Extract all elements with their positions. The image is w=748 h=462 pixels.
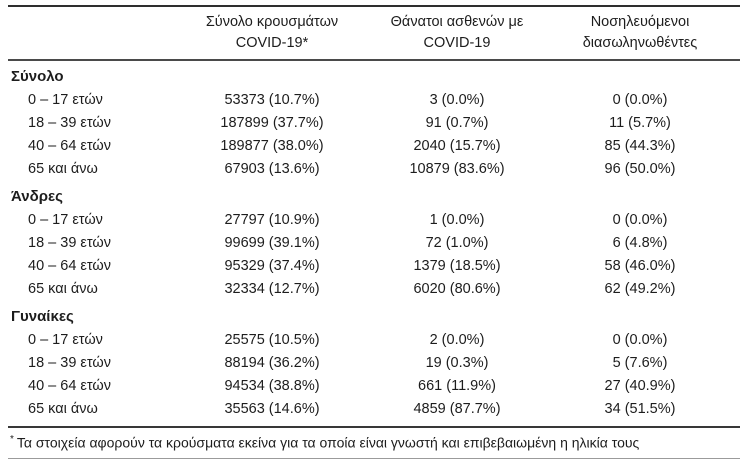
deaths-cell: 1379 (18.5%) — [413, 257, 501, 274]
footnote — [0, 428, 748, 451]
header-intubated-line2: διασωληνωθέντες — [582, 35, 698, 51]
row-label: 18 – 39 ετών — [28, 354, 111, 371]
section-label: Άνδρες — [11, 188, 63, 205]
deaths-cell: 6020 (80.6%) — [413, 280, 501, 297]
intubated-cell: 6 (4.8%) — [612, 234, 668, 251]
deaths-cell: 1 (0.0%) — [429, 211, 485, 228]
cases-cell: 99699 (39.1%) — [224, 234, 320, 251]
header-deaths — [374, 12, 540, 54]
intubated-cell: 0 (0.0%) — [612, 211, 668, 228]
bottom-rule — [8, 458, 740, 459]
row-label: 40 – 64 ετών — [28, 257, 111, 274]
table-row — [0, 208, 748, 231]
cases-cell: 88194 (36.2%) — [224, 354, 320, 371]
cases-cell: 25575 (10.5%) — [224, 331, 320, 348]
intubated-cell: 85 (44.3%) — [604, 137, 676, 154]
deaths-cell: 72 (1.0%) — [425, 234, 489, 251]
table-row — [0, 374, 748, 397]
table-row — [0, 111, 748, 134]
deaths-cell: 661 (11.9%) — [418, 377, 496, 394]
table-row — [0, 277, 748, 300]
cases-cell: 35563 (14.6%) — [224, 400, 320, 417]
row-label: 40 – 64 ετών — [28, 137, 111, 154]
table-body — [0, 61, 748, 420]
cases-cell: 189877 (38.0%) — [220, 137, 324, 154]
section-label: Γυναίκες — [11, 308, 74, 325]
intubated-cell: 58 (46.0%) — [604, 257, 676, 274]
intubated-cell: 34 (51.5%) — [604, 400, 676, 417]
header-deaths-line1: Θάνατοι ασθενών με — [390, 14, 524, 30]
header-total-cases-line1: Σύνολο κρουσμάτων — [205, 14, 339, 30]
intubated-cell: 11 (5.7%) — [609, 114, 671, 131]
section-header-men — [0, 185, 748, 208]
footnote-text: Τα στοιχεία αφορούν τα κρούσματα εκείνα για τα οποία είναι γνωστή και επιβεβαιωμένη η ηλικία τους — [16, 434, 640, 451]
intubated-cell: 62 (49.2%) — [604, 280, 676, 297]
cases-cell: 32334 (12.7%) — [224, 280, 320, 297]
deaths-cell: 19 (0.3%) — [425, 354, 489, 371]
header-intubated-line1: Νοσηλευόμενοι — [590, 14, 690, 30]
table-row — [0, 231, 748, 254]
section-header-total — [0, 65, 748, 88]
row-label: 0 – 17 ετών — [28, 91, 103, 108]
table-row — [0, 88, 748, 111]
cases-cell: 53373 (10.7%) — [224, 91, 320, 108]
table-header-row — [0, 7, 748, 59]
deaths-cell: 91 (0.7%) — [425, 114, 489, 131]
footnote-marker: * — [10, 434, 14, 445]
row-label: 40 – 64 ετών — [28, 377, 111, 394]
section-label: Σύνολο — [11, 68, 64, 85]
table-row — [0, 328, 748, 351]
row-label: 18 – 39 ετών — [28, 234, 111, 251]
header-total-cases-line2: COVID-19* — [235, 35, 309, 51]
deaths-cell: 2 (0.0%) — [429, 331, 485, 348]
deaths-cell: 10879 (83.6%) — [409, 160, 505, 177]
intubated-cell: 0 (0.0%) — [612, 91, 668, 108]
table-row — [0, 397, 748, 420]
row-label: 0 – 17 ετών — [28, 331, 103, 348]
deaths-cell: 4859 (87.7%) — [413, 400, 501, 417]
row-label: 18 – 39 ετών — [28, 114, 111, 131]
cases-cell: 95329 (37.4%) — [224, 257, 320, 274]
table-row — [0, 134, 748, 157]
table-row — [0, 157, 748, 180]
cases-cell: 27797 (10.9%) — [224, 211, 320, 228]
table-row — [0, 351, 748, 374]
row-label: 65 και άνω — [28, 160, 98, 177]
header-intubated — [540, 12, 740, 54]
row-label: 0 – 17 ετών — [28, 211, 103, 228]
intubated-cell: 27 (40.9%) — [604, 377, 676, 394]
intubated-cell: 0 (0.0%) — [612, 331, 668, 348]
header-total-cases — [170, 12, 374, 54]
table-row — [0, 254, 748, 277]
header-deaths-line2: COVID-19 — [423, 35, 491, 51]
cases-cell: 187899 (37.7%) — [220, 114, 324, 131]
row-label: 65 και άνω — [28, 400, 98, 417]
deaths-cell: 3 (0.0%) — [429, 91, 485, 108]
cases-cell: 94534 (38.8%) — [224, 377, 320, 394]
row-label: 65 και άνω — [28, 280, 98, 297]
cases-cell: 67903 (13.6%) — [224, 160, 320, 177]
intubated-cell: 96 (50.0%) — [604, 160, 676, 177]
section-header-women — [0, 305, 748, 328]
intubated-cell: 5 (7.6%) — [612, 354, 668, 371]
deaths-cell: 2040 (15.7%) — [413, 137, 501, 154]
